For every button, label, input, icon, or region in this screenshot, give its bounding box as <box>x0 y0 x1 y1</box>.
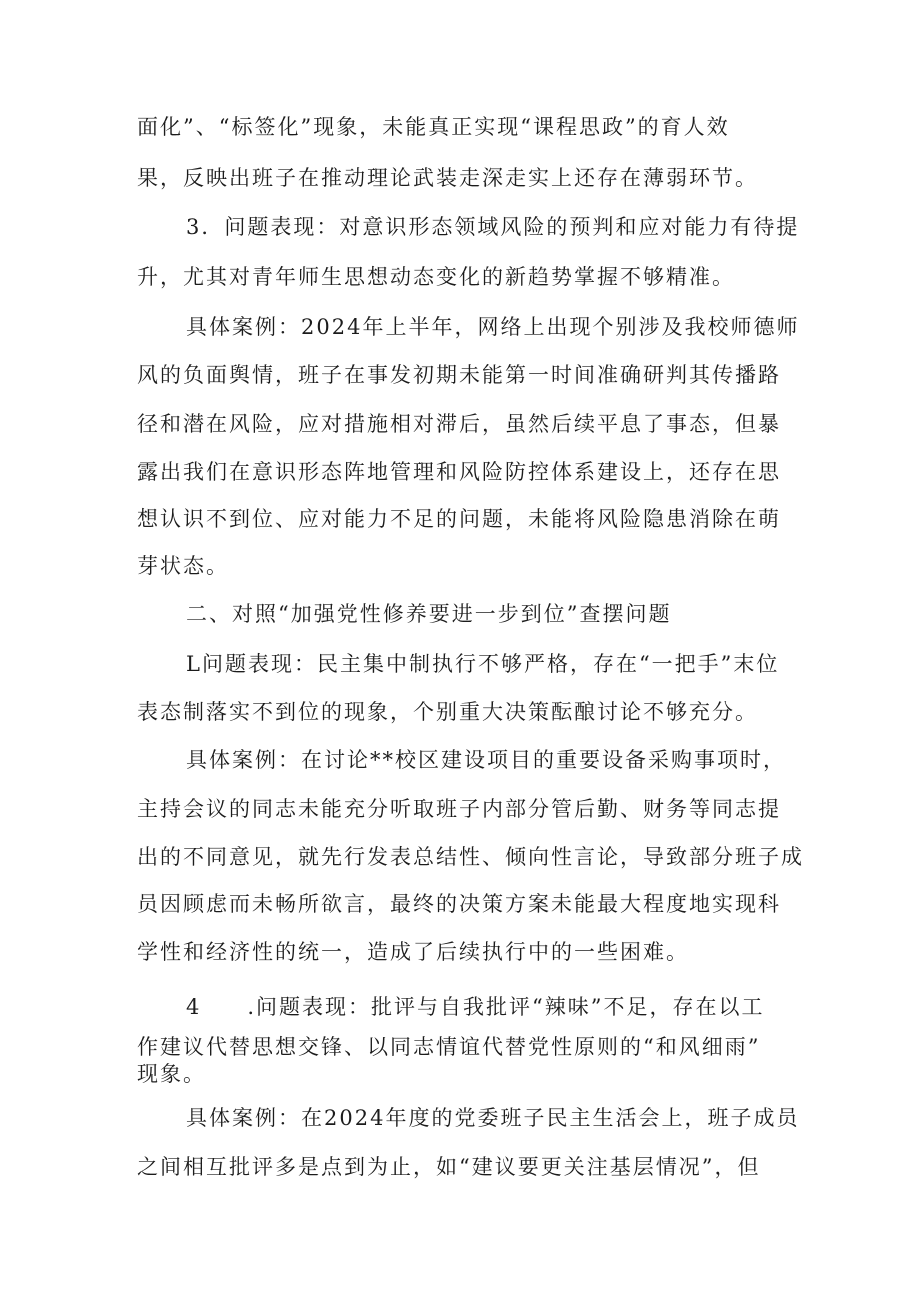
text-line: 升，尤其对青年师生思想动态变化的新趋势掌握不够精准。 <box>137 265 735 289</box>
text-line: 径和潜在风险，应对措施相对滞后，虽然后续平息了事态，但暴 <box>137 412 781 436</box>
text-line: 果，反映出班子在推动理论武装走深走实上还存在薄弱环节。 <box>137 166 758 190</box>
text-line: 想认识不到位、应对能力不足的问题，未能将风险隐患消除在萌 <box>137 507 781 531</box>
text-line: 表态制落实不到位的现象，个别重大决策酝酿讨论不够充分。 <box>137 700 758 724</box>
text-line: 具体案例：2024年上半年，网络上出现个别涉及我校师德师 <box>186 315 800 339</box>
text-line: 3．问题表现：对意识形态领域风险的预判和应对能力有待提 <box>186 215 800 239</box>
section-heading: 二、对照“加强党性修养要进一步到位”查摆问题 <box>186 602 672 626</box>
text-line: 露出我们在意识形态阵地管理和风险防控体系建设上，还存在思 <box>137 460 781 484</box>
text-line: 具体案例：在2024年度的党委班子民主生活会上，班子成员 <box>186 1106 800 1130</box>
text-line: 风的负面舆情，班子在事发初期未能第一时间准确研判其传播路 <box>137 363 781 387</box>
text-line: 作建议代替思想交锋、以同志情谊代替党性原则的“和风细雨” <box>137 1035 761 1059</box>
text-line: 芽状态。 <box>137 554 229 578</box>
text-line: 具体案例：在讨论**校区建设项目的重要设备采购事项时， <box>186 748 786 772</box>
text-line: 现象。 <box>137 1062 206 1086</box>
text-line: 面化”、“标签化”现象，未能真正实现“课程思政”的育人效 <box>137 115 730 139</box>
text-line: 出的不同意见，就先行发表总结性、倾向性言论，导致部分班子成 <box>137 845 804 869</box>
text-line: 员因顾虑而未畅所欲言，最终的决策方案未能最大程度地实现科 <box>137 892 781 916</box>
text-line: 学性和经济性的统一，造成了后续执行中的一些困难。 <box>137 940 689 964</box>
text-line: L问题表现：民主集中制执行不够严格，存在“一把手”末位 <box>186 652 780 676</box>
text-line: 主持会议的同志未能充分听取班子内部分管后勤、财务等同志提 <box>137 797 781 821</box>
text-line: 4 .问题表现：批评与自我批评“辣味”不足，存在以工 <box>186 995 765 1019</box>
text-line: 之间相互批评多是点到为止，如“建议要更关注基层情况”，但 <box>137 1155 761 1179</box>
